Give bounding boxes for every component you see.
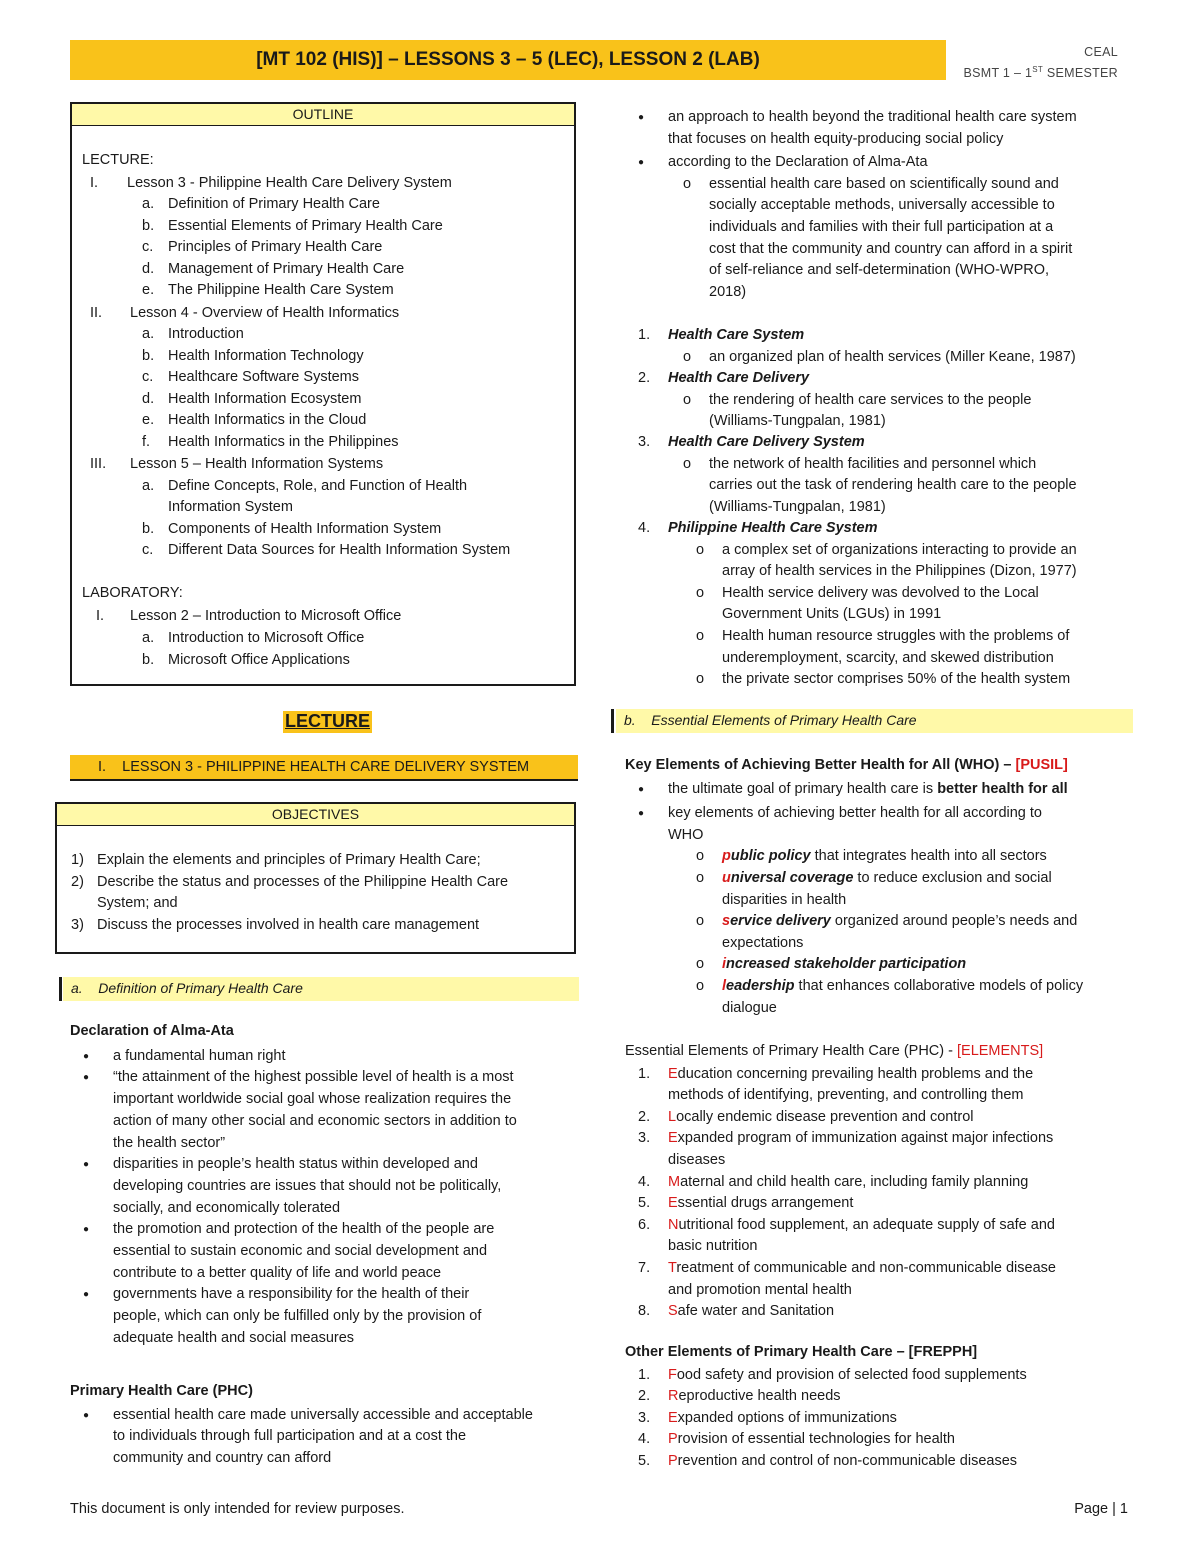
outline-item: Healthcare Software Systems bbox=[168, 369, 359, 385]
elements-item bbox=[668, 1258, 1056, 1280]
alma-ata-bullet: ● disparities in people’s health status within developed and bbox=[113, 1154, 478, 1176]
pusil-heading bbox=[625, 755, 1068, 777]
elements-num: 8. bbox=[638, 1303, 651, 1320]
outline-item: Health Information Technology bbox=[168, 347, 364, 364]
outline-item-letter: c. bbox=[142, 369, 154, 385]
outline-item: Principles of Primary Health Care bbox=[168, 239, 383, 255]
outline-item-letter: d. bbox=[142, 390, 155, 407]
outline-item: Microsoft Office Applications bbox=[168, 651, 350, 668]
elements-num: 2. bbox=[638, 1108, 651, 1125]
elements-text: ssential drugs arrangement bbox=[677, 1195, 854, 1212]
elements-item bbox=[668, 1064, 1033, 1086]
alma-ata-bullet: ● the promotion and protection of the health of the people are bbox=[113, 1219, 494, 1241]
elements-item bbox=[668, 1172, 1028, 1194]
definition-line: underemployment, scarcity, and skewed distribution bbox=[722, 649, 1054, 666]
pusil-item bbox=[722, 976, 1083, 998]
elements-text: aternal and child health care, including family planning bbox=[680, 1173, 1029, 1190]
outline-item-letter: b. bbox=[142, 651, 155, 668]
outline-lesson-title: Lesson 4 - Overview of Health Informatics bbox=[130, 304, 400, 321]
other-item bbox=[668, 1386, 841, 1408]
phc-approach-line: o essential health care based on scientifically sound and bbox=[709, 174, 1059, 196]
other-letter: P bbox=[668, 1453, 678, 1469]
phc-approach-line: ● an approach to health beyond the traditional health care system bbox=[668, 107, 1077, 129]
outline-item-letter: a. bbox=[142, 196, 155, 212]
definition-line: (Williams-Tungpalan, 1981) bbox=[709, 413, 886, 430]
outline-item: Information System bbox=[168, 499, 293, 515]
other-text: eproductive health needs bbox=[678, 1388, 841, 1405]
definition-term: Philippine Health Care System bbox=[668, 520, 878, 536]
pusil-item bbox=[722, 846, 1047, 868]
outline-item-letter: e. bbox=[142, 282, 155, 298]
pusil-term: niversal coverage bbox=[730, 870, 854, 886]
other-letter: F bbox=[668, 1366, 677, 1383]
outline-item: Introduction to Microsoft Office bbox=[168, 630, 365, 646]
outline-item: Components of Health Information System bbox=[168, 520, 442, 537]
elements-letter: E bbox=[668, 1195, 678, 1212]
phc-heading: Primary Health Care (PHC) bbox=[70, 1383, 253, 1399]
elements-item bbox=[668, 1193, 853, 1215]
outline-item-letter: e. bbox=[142, 412, 155, 428]
pusil-desc: to reduce exclusion and social bbox=[853, 870, 1052, 886]
pusil-item-cont: dialogue bbox=[722, 999, 777, 1016]
elements-letter: S bbox=[668, 1303, 678, 1320]
elements-item bbox=[668, 1236, 757, 1258]
elements-item bbox=[668, 1301, 834, 1323]
elements-num: 1. bbox=[638, 1065, 651, 1082]
outline-lesson-title: Lesson 2 – Introduction to Microsoft Office bbox=[130, 607, 402, 624]
other-heading: Other Elements of Primary Health Care – [FREPPH] bbox=[625, 1344, 978, 1360]
definition-line: o the network of health facilities and personnel which bbox=[709, 454, 1036, 476]
objective-text: System; and bbox=[97, 895, 178, 911]
outline-item-letter: c. bbox=[142, 239, 154, 255]
pusil-key-line: ● key elements of achieving better health for all according to bbox=[668, 803, 1042, 825]
pusil-letter: l bbox=[722, 978, 727, 994]
elements-num: 4. bbox=[638, 1173, 651, 1190]
pusil-item bbox=[722, 954, 966, 976]
alma-ata-line: the health sector” bbox=[113, 1134, 226, 1151]
outline-item: Health Information Ecosystem bbox=[168, 390, 362, 407]
objectives-title: OBJECTIVES bbox=[57, 804, 574, 826]
elements-letter: E bbox=[668, 1065, 678, 1082]
section-a-title: a. Definition of Primary Health Care bbox=[71, 980, 303, 996]
elements-text: xpanded program of immunization against major infections bbox=[677, 1130, 1054, 1147]
definition-line: array of health services in the Philippines (Dizon, 1977) bbox=[722, 563, 1077, 580]
elements-item bbox=[668, 1280, 852, 1302]
header-course-info bbox=[963, 43, 1118, 82]
definition-num: 4. bbox=[638, 520, 651, 536]
elements-item bbox=[668, 1150, 725, 1172]
other-num: 3. bbox=[638, 1409, 651, 1426]
pusil-heading-text: Key Elements of Achieving Better Health for All (WHO) – bbox=[625, 757, 1016, 773]
pusil-item bbox=[722, 911, 1077, 933]
elements-text: ocally endemic disease prevention and control bbox=[676, 1108, 974, 1125]
definition-term: Health Care Delivery bbox=[668, 370, 810, 386]
pusil-desc: organized around people’s needs and bbox=[830, 913, 1078, 930]
objective-num: 3) bbox=[71, 916, 84, 933]
elements-num: 3. bbox=[638, 1130, 651, 1147]
outline-item: Introduction bbox=[168, 326, 244, 342]
elements-item bbox=[668, 1085, 1023, 1107]
pusil-item-cont: disparities in health bbox=[722, 891, 847, 908]
phc-line: to individuals through full participation and at a cost the bbox=[113, 1428, 467, 1445]
outline-item: Essential Elements of Primary Health Care bbox=[168, 217, 443, 234]
elements-item bbox=[668, 1215, 1055, 1237]
outline-item: Management of Primary Health Care bbox=[168, 260, 405, 277]
definition-line: Government Units (LGUs) in 1991 bbox=[722, 606, 942, 623]
definition-line: o an organized plan of health services (Miller Keane, 1987) bbox=[709, 347, 1076, 369]
outline-item: Different Data Sources for Health Information System bbox=[168, 542, 511, 558]
outline-lesson-num: III. bbox=[90, 456, 107, 472]
outline-item: The Philippine Health Care System bbox=[168, 282, 394, 298]
elements-num: 7. bbox=[638, 1260, 651, 1276]
pusil-term: ervice delivery bbox=[730, 913, 831, 930]
pusil-goal bbox=[668, 779, 1068, 801]
objectives-box bbox=[55, 802, 576, 954]
pusil-letter: u bbox=[722, 870, 731, 886]
page-number: Page | 1 bbox=[1074, 1501, 1128, 1517]
section-a-band bbox=[63, 977, 579, 1001]
elements-text: ducation concerning prevailing health problems and the bbox=[677, 1065, 1034, 1082]
outline-item-letter: a. bbox=[142, 477, 155, 494]
pusil-acronym: [PUSIL] bbox=[1015, 757, 1068, 773]
definition-line: o the rendering of health care services to the people bbox=[709, 390, 1031, 412]
objective-text: Describe the status and processes of the Philippine Health Care bbox=[97, 873, 509, 890]
elements-num: 6. bbox=[638, 1216, 651, 1233]
elements-text: methods of identifying, preventing, and controlling them bbox=[668, 1087, 1024, 1104]
outline-title: OUTLINE bbox=[72, 104, 574, 126]
objective-text: Explain the elements and principles of Primary Health Care; bbox=[97, 852, 481, 868]
other-letter: P bbox=[668, 1431, 678, 1448]
elements-num: 5. bbox=[638, 1195, 651, 1212]
other-num: 1. bbox=[638, 1366, 651, 1383]
elements-text: afe water and Sanitation bbox=[677, 1303, 835, 1320]
alma-ata-line: action of many other social and economic sectors in addition to bbox=[113, 1112, 517, 1129]
pusil-desc: that enhances collaborative models of policy bbox=[794, 978, 1084, 994]
alma-ata-line: essential to sustain economic and social development and bbox=[113, 1243, 488, 1259]
elements-letter: M bbox=[668, 1173, 681, 1190]
definition-line: o a complex set of organizations interacting to provide an bbox=[722, 540, 1077, 562]
alma-ata-line: adequate health and social measures bbox=[113, 1329, 355, 1346]
elements-text: diseases bbox=[668, 1152, 726, 1168]
header-program: BSMT 1 – 1ST SEMESTER bbox=[963, 65, 1118, 81]
definition-line: o Health service delivery was devolved to the Local bbox=[722, 583, 1039, 605]
objective-num: 1) bbox=[71, 852, 84, 868]
outline-item-letter: b. bbox=[142, 217, 155, 234]
other-text: ood safety and provision of selected food supplements bbox=[676, 1366, 1027, 1383]
outline-lesson-num: I. bbox=[96, 607, 105, 624]
elements-text: basic nutrition bbox=[668, 1238, 758, 1255]
elements-letter: N bbox=[668, 1216, 679, 1233]
alma-ata-bullet: ● governments have a responsibility for the health of their bbox=[113, 1284, 469, 1306]
pusil-term: ncreased stakeholder participation bbox=[726, 956, 967, 973]
section-b-band bbox=[616, 709, 1133, 733]
definition-num: 3. bbox=[638, 434, 651, 450]
elements-item bbox=[668, 1128, 1053, 1150]
other-letter: R bbox=[668, 1388, 679, 1405]
definition-line: o the private sector comprises 50% of the health system bbox=[722, 669, 1070, 691]
other-item bbox=[668, 1365, 1027, 1387]
document-title: [MT 102 (HIS)] – LESSONS 3 – 5 (LEC), LESSON 2 (LAB) bbox=[256, 49, 760, 70]
definition-num: 2. bbox=[638, 370, 651, 386]
outline-item: Health Informatics in the Philippines bbox=[168, 433, 399, 450]
outline-item-letter: d. bbox=[142, 260, 155, 277]
outline-box bbox=[70, 102, 576, 686]
pusil-item-cont: expectations bbox=[722, 934, 804, 951]
other-text: revention and control of non-communicable diseases bbox=[677, 1453, 1018, 1469]
other-text: rovision of essential technologies for health bbox=[677, 1431, 955, 1448]
section-b-marker bbox=[611, 709, 614, 733]
phc-approach-line: cost that the community and country can afford in a spirit bbox=[709, 240, 1073, 257]
pusil-letter: p bbox=[722, 848, 731, 865]
outline-lesson-num: I. bbox=[90, 174, 99, 191]
pusil-item bbox=[722, 868, 1052, 890]
elements-item bbox=[668, 1107, 974, 1129]
alma-ata-line: contribute to a better quality of life and world peace bbox=[113, 1264, 442, 1281]
outline-lesson-num: II. bbox=[90, 304, 103, 321]
definition-line: carries out the task of rendering health care to the people bbox=[709, 477, 1077, 494]
elements-heading-text: Essential Elements of Primary Health Care (PHC) - bbox=[625, 1043, 957, 1059]
section-b-title: b. Essential Elements of Primary Health Care bbox=[624, 712, 917, 728]
elements-acronym: [ELEMENTS] bbox=[957, 1043, 1044, 1059]
phc-approach-line: of self-reliance and self-determination (WHO-WPRO, bbox=[709, 262, 1050, 279]
pusil-goal-emphasis: better health for all bbox=[937, 780, 1068, 797]
header-org: CEAL bbox=[1084, 45, 1118, 59]
outline-item: Health Informatics in the Cloud bbox=[168, 412, 367, 428]
other-item bbox=[668, 1451, 1017, 1473]
other-num: 4. bbox=[638, 1431, 651, 1448]
outline-item-letter: a. bbox=[142, 630, 155, 646]
alma-ata-line: socially, and economically tolerated bbox=[113, 1199, 341, 1216]
phc-approach-line: 2018) bbox=[709, 283, 747, 300]
alma-ata-bullet: ● “the attainment of the highest possible level of health is a most bbox=[113, 1067, 514, 1089]
other-num: 5. bbox=[638, 1453, 651, 1469]
footer-note: This document is only intended for review purposes. bbox=[70, 1501, 405, 1517]
phc-approach-line: socially acceptable methods, universally accessible to bbox=[709, 197, 1055, 214]
elements-text: and promotion mental health bbox=[668, 1281, 852, 1298]
elements-letter: E bbox=[668, 1130, 678, 1147]
outline-lab-label: LABORATORY: bbox=[82, 585, 183, 601]
outline-item-letter: a. bbox=[142, 326, 155, 342]
other-letter: E bbox=[668, 1409, 678, 1426]
phc-line: community and country can afford bbox=[113, 1450, 332, 1467]
elements-letter: L bbox=[668, 1108, 677, 1125]
alma-ata-line: people, which can only be fulfilled only by the provision of bbox=[113, 1308, 482, 1325]
elements-text: utritional food supplement, an adequate supply of safe and bbox=[678, 1216, 1055, 1233]
elements-letter: T bbox=[668, 1260, 677, 1276]
definition-num: 1. bbox=[638, 327, 651, 343]
pusil-term: ublic policy bbox=[730, 848, 811, 865]
outline-item: Definition of Primary Health Care bbox=[168, 196, 380, 212]
outline-item-letter: f. bbox=[142, 433, 151, 450]
pusil-letter: i bbox=[722, 956, 727, 973]
definition-term: Health Care Delivery System bbox=[668, 434, 865, 450]
alma-ata-bullet: ● a fundamental human right bbox=[113, 1046, 286, 1068]
other-text: xpanded options of immunizations bbox=[677, 1409, 897, 1426]
other-item bbox=[668, 1408, 897, 1430]
phc-approach-line: that focuses on health equity-producing social policy bbox=[668, 130, 1004, 147]
pusil-key-line: WHO bbox=[668, 826, 704, 843]
lecture-heading: LECTURE bbox=[285, 711, 370, 731]
alma-ata-line: important worldwide social goal whose realization requires the bbox=[113, 1091, 512, 1108]
pusil-goal-text: the ultimate goal of primary health care is bbox=[668, 780, 938, 797]
outline-lesson-title: Lesson 3 - Philippine Health Care Delivery System bbox=[127, 174, 452, 191]
objective-text: Discuss the processes involved in health care management bbox=[97, 916, 480, 933]
pusil-term: eadership bbox=[726, 978, 795, 994]
outline-item-letter: b. bbox=[142, 520, 155, 537]
elements-text: reatment of communicable and non-communicable disease bbox=[676, 1260, 1056, 1276]
pusil-desc: that integrates health into all sectors bbox=[810, 848, 1047, 865]
outline-item-letter: b. bbox=[142, 347, 155, 364]
definition-line: (Williams-Tungpalan, 1981) bbox=[709, 498, 886, 515]
phc-approach-line: individuals and families with their full participation at a bbox=[709, 219, 1054, 235]
objective-num: 2) bbox=[71, 873, 84, 890]
outline-item-letter: c. bbox=[142, 542, 154, 558]
outline-lecture-label: LECTURE: bbox=[82, 152, 154, 168]
other-num: 2. bbox=[638, 1388, 651, 1405]
alma-ata-heading: Declaration of Alma-Ata bbox=[70, 1023, 234, 1039]
outline-lesson-title: Lesson 5 – Health Information Systems bbox=[130, 456, 384, 472]
section-a-marker bbox=[59, 977, 62, 1001]
definition-line: o Health human resource struggles with the problems of bbox=[722, 626, 1069, 648]
elements-heading bbox=[625, 1041, 1043, 1063]
outline-item: Define Concepts, Role, and Function of Health bbox=[168, 477, 468, 494]
alma-ata-line: developing countries are issues that should not be politically, bbox=[113, 1177, 502, 1194]
lesson3-heading: I. LESSON 3 - PHILIPPINE HEALTH CARE DELIVERY SYSTEM bbox=[98, 759, 530, 775]
definition-term: Health Care System bbox=[668, 327, 805, 343]
phc-bullet: ● essential health care made universally accessible and acceptable bbox=[113, 1405, 533, 1427]
lesson3-heading-band bbox=[70, 755, 578, 781]
other-item bbox=[668, 1429, 955, 1451]
phc-approach-line: ● according to the Declaration of Alma-Ata bbox=[668, 152, 928, 174]
pusil-letter: s bbox=[722, 913, 731, 930]
